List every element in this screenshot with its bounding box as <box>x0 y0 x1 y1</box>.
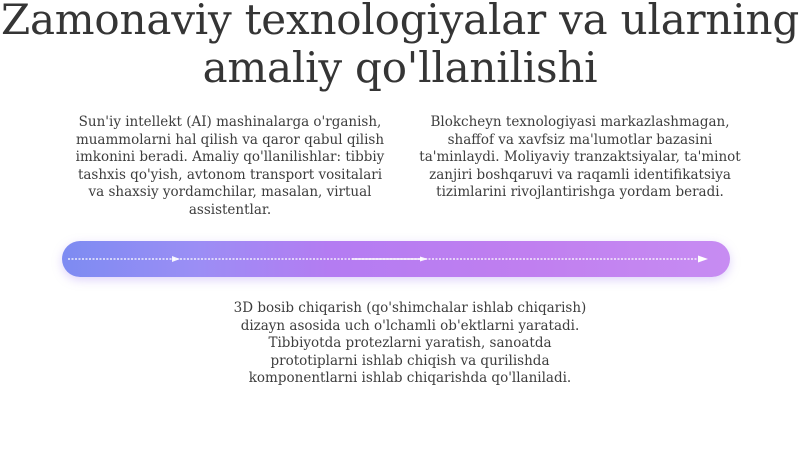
timeline-bar <box>62 241 730 277</box>
timeline-arrow-icon <box>62 241 730 277</box>
blockchain-description: Blokcheyn texnologiyasi markazlashmagan, shaffof va xavfsiz ma'lumotlar bazasini ta'minlaydi. Moliyaviy tranzaktsiyalar, ta'minot zanjiri boshqaruvi va raqamli identifikatsiya tizimlarini rivojlantirishga yordam beradi. <box>419 114 741 201</box>
ai-description: Sun'iy intellekt (AI) mashinalarga o'rganish, muammolarni hal qilish va qaror qabul qilish imkonini beradi. Amaliy qo'llanilishlar: tibbiy tashxis qo'yish, avtonom transport vositalari va shaxsiy yordamchilar, masalan, virtual assistentlar. <box>75 114 385 218</box>
page-title: Zamonaviy texnologiyalar va ularning amaliy qo'llanilishi <box>0 0 800 92</box>
printing3d-description: 3D bosib chiqarish (qo'shimchalar ishlab chiqarish) dizayn asosida uch o'lchamli ob'ektlarni yaratadi. Tibbiyotda protezlarni yaratish, sanoatda prototiplarni ishlab chiqish va qurilishda komponentlarni ishlab chiqarishda qo'llaniladi. <box>233 300 587 387</box>
